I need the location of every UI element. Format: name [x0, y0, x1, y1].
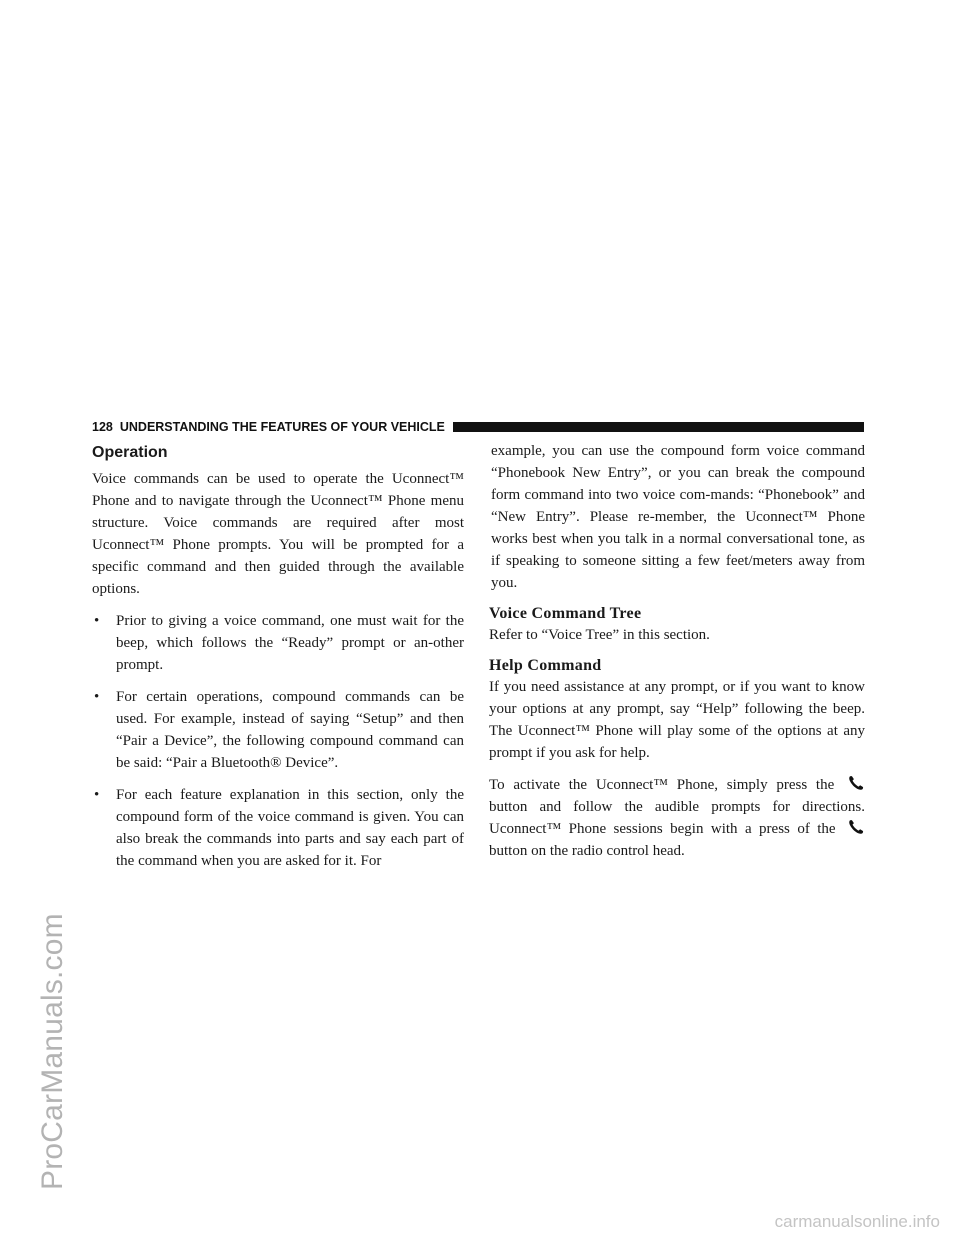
- bottom-watermark: carmanualsonline.info: [774, 1212, 940, 1231]
- right-column: [489, 440, 865, 862]
- bullet-icon: •: [94, 613, 100, 629]
- chapter-title: UNDERSTANDING THE FEATURES OF YOUR VEHICLE: [119, 420, 445, 434]
- bullet-continuation: example, you can use the compound form voice command “Phonebook New Entry”, or you can break the compound form command into two voice com-mands: “Phonebook” and “New Entry”. Please re-member, the Uconnect™ Phone works best when you talk in a normal conversational tone, as if speaking to someone sitting a few feet/meters away from you.: [491, 443, 865, 591]
- side-watermark: ProCarManuals.com: [36, 913, 69, 1190]
- voice-tree-text: Refer to “Voice Tree” in this section.: [489, 627, 710, 643]
- activate-text-1: To activate the Uconnect™ Phone, simply press the: [489, 777, 835, 793]
- help-text: If you need assistance at any prompt, or if you want to know your options at any prompt, say “Help” following the beep. The Uconnect™ Phone will play some of the options at any prompt if you ask for help.: [489, 679, 865, 761]
- help-heading: Help Command: [489, 657, 602, 674]
- list-item: [92, 686, 464, 774]
- operation-intro: Voice commands can be used to operate the Uconnect™ Phone and to navigate through the Uconnect™ Phone menu structure. Voice commands are required after most Uconnect™ Phone prompts. You will be prompted for a specific command and then guided through the available options.: [92, 471, 464, 597]
- operation-bullet-list: [92, 610, 464, 872]
- activate-paragraph: [489, 774, 865, 862]
- page-number: 128: [92, 420, 113, 434]
- bullet-icon: •: [94, 689, 100, 705]
- bullet-icon: •: [94, 787, 100, 803]
- activate-text-2: button and follow the audible prompts for directions. Uconnect™ Phone sessions begin with a press of the: [489, 799, 865, 837]
- page-header: [92, 419, 864, 435]
- phone-handset-icon: [847, 818, 865, 836]
- phone-handset-icon: [847, 774, 865, 792]
- bullet-text: For each feature explanation in this section, only the compound form of the voice command is given. You can also break the commands into parts and say each part of the command when you are asked for it. For: [116, 787, 464, 869]
- operation-heading: Operation: [92, 444, 168, 461]
- header-rule: [453, 422, 864, 432]
- activate-text-3: button on the radio control head.: [489, 843, 685, 859]
- bullet-text: For certain operations, compound commands can be used. For example, instead of saying “Setup” and then “Pair a Device”, the following compound command can be said: “Pair a Bluetooth® Device”.: [116, 689, 464, 771]
- left-column: [92, 440, 464, 882]
- voice-tree-heading: Voice Command Tree: [489, 605, 642, 622]
- bullet-text: Prior to giving a voice command, one must wait for the beep, which follows the “Ready” prompt or an-other prompt.: [116, 613, 464, 673]
- list-item: [92, 610, 464, 676]
- list-item: [92, 784, 464, 872]
